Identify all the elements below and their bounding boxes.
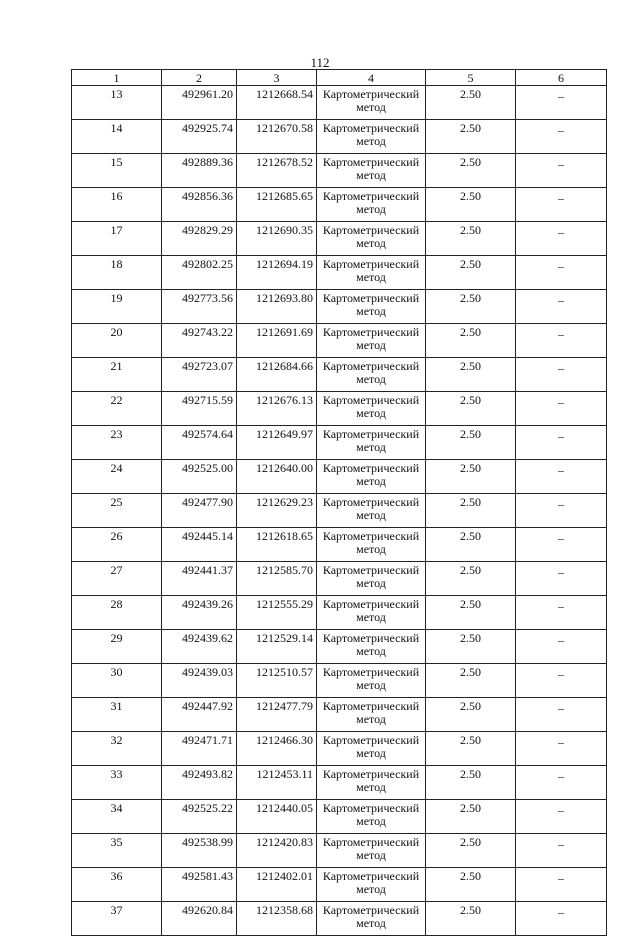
x-coordinate-cell: 492445.14 [162, 528, 237, 562]
accuracy-cell: 2.50 [426, 494, 516, 528]
y-coordinate-cell: 1212440.05 [237, 800, 317, 834]
point-number-cell: 17 [72, 222, 162, 256]
point-number-cell: 35 [72, 834, 162, 868]
point-number-cell: 30 [72, 664, 162, 698]
y-coordinate-cell: 1212670.58 [237, 120, 317, 154]
x-coordinate-cell: 492802.25 [162, 256, 237, 290]
point-number-cell: 37 [72, 902, 162, 936]
y-coordinate-cell: 1212453.11 [237, 766, 317, 800]
y-coordinate-cell: 1212529.14 [237, 630, 317, 664]
y-coordinate-cell: 1212420.83 [237, 834, 317, 868]
x-coordinate-cell: 492620.84 [162, 902, 237, 936]
note-cell: – [516, 528, 607, 562]
y-coordinate-cell: 1212649.97 [237, 426, 317, 460]
x-coordinate-cell: 492441.37 [162, 562, 237, 596]
header-col-5: 5 [426, 70, 516, 86]
note-cell: – [516, 902, 607, 936]
note-cell: – [516, 800, 607, 834]
y-coordinate-cell: 1212685.65 [237, 188, 317, 222]
accuracy-cell: 2.50 [426, 800, 516, 834]
accuracy-cell: 2.50 [426, 732, 516, 766]
note-cell: – [516, 86, 607, 120]
table-header-row [72, 70, 607, 86]
table-row [72, 222, 607, 256]
note-cell: – [516, 324, 607, 358]
x-coordinate-cell: 492525.22 [162, 800, 237, 834]
method-cell: Картометрический метод [317, 188, 426, 222]
y-coordinate-cell: 1212358.68 [237, 902, 317, 936]
header-col-2: 2 [162, 70, 237, 86]
accuracy-cell: 2.50 [426, 698, 516, 732]
table-row [72, 902, 607, 936]
y-coordinate-cell: 1212555.29 [237, 596, 317, 630]
method-cell: Картометрический метод [317, 766, 426, 800]
note-cell: – [516, 290, 607, 324]
y-coordinate-cell: 1212585.70 [237, 562, 317, 596]
method-cell: Картометрический метод [317, 868, 426, 902]
method-cell: Картометрический метод [317, 290, 426, 324]
point-number-cell: 34 [72, 800, 162, 834]
point-number-cell: 23 [72, 426, 162, 460]
accuracy-cell: 2.50 [426, 188, 516, 222]
x-coordinate-cell: 492829.29 [162, 222, 237, 256]
note-cell: – [516, 188, 607, 222]
table-row [72, 800, 607, 834]
table-row [72, 358, 607, 392]
accuracy-cell: 2.50 [426, 834, 516, 868]
accuracy-cell: 2.50 [426, 460, 516, 494]
accuracy-cell: 2.50 [426, 902, 516, 936]
header-col-4: 4 [317, 70, 426, 86]
note-cell: – [516, 358, 607, 392]
accuracy-cell: 2.50 [426, 766, 516, 800]
x-coordinate-cell: 492525.00 [162, 460, 237, 494]
y-coordinate-cell: 1212678.52 [237, 154, 317, 188]
accuracy-cell: 2.50 [426, 528, 516, 562]
table-row [72, 698, 607, 732]
accuracy-cell: 2.50 [426, 324, 516, 358]
point-number-cell: 26 [72, 528, 162, 562]
y-coordinate-cell: 1212640.00 [237, 460, 317, 494]
method-cell: Картометрический метод [317, 426, 426, 460]
table-row [72, 86, 607, 120]
point-number-cell: 20 [72, 324, 162, 358]
accuracy-cell: 2.50 [426, 562, 516, 596]
method-cell: Картометрический метод [317, 664, 426, 698]
note-cell: – [516, 154, 607, 188]
y-coordinate-cell: 1212691.69 [237, 324, 317, 358]
y-coordinate-cell: 1212684.66 [237, 358, 317, 392]
method-cell: Картометрический метод [317, 732, 426, 766]
x-coordinate-cell: 492743.22 [162, 324, 237, 358]
table-row [72, 528, 607, 562]
table-row [72, 630, 607, 664]
method-cell: Картометрический метод [317, 528, 426, 562]
note-cell: – [516, 766, 607, 800]
note-cell: – [516, 732, 607, 766]
note-cell: – [516, 562, 607, 596]
x-coordinate-cell: 492925.74 [162, 120, 237, 154]
table-row [72, 120, 607, 154]
note-cell: – [516, 698, 607, 732]
note-cell: – [516, 460, 607, 494]
header-col-3: 3 [237, 70, 317, 86]
table-row [72, 460, 607, 494]
method-cell: Картометрический метод [317, 596, 426, 630]
point-number-cell: 21 [72, 358, 162, 392]
method-cell: Картометрический метод [317, 222, 426, 256]
note-cell: – [516, 392, 607, 426]
note-cell: – [516, 664, 607, 698]
point-number-cell: 25 [72, 494, 162, 528]
note-cell: – [516, 834, 607, 868]
point-number-cell: 19 [72, 290, 162, 324]
y-coordinate-cell: 1212694.19 [237, 256, 317, 290]
accuracy-cell: 2.50 [426, 256, 516, 290]
note-cell: – [516, 868, 607, 902]
note-cell: – [516, 426, 607, 460]
table-row [72, 494, 607, 528]
accuracy-cell: 2.50 [426, 630, 516, 664]
accuracy-cell: 2.50 [426, 664, 516, 698]
accuracy-cell: 2.50 [426, 392, 516, 426]
table-row [72, 664, 607, 698]
table-row [72, 256, 607, 290]
x-coordinate-cell: 492773.56 [162, 290, 237, 324]
point-number-cell: 22 [72, 392, 162, 426]
table-row [72, 324, 607, 358]
note-cell: – [516, 494, 607, 528]
method-cell: Картометрический метод [317, 460, 426, 494]
x-coordinate-cell: 492447.92 [162, 698, 237, 732]
header-col-1: 1 [72, 70, 162, 86]
method-cell: Картометрический метод [317, 800, 426, 834]
x-coordinate-cell: 492439.26 [162, 596, 237, 630]
x-coordinate-cell: 492439.62 [162, 630, 237, 664]
note-cell: – [516, 120, 607, 154]
method-cell: Картометрический метод [317, 630, 426, 664]
y-coordinate-cell: 1212668.54 [237, 86, 317, 120]
point-number-cell: 15 [72, 154, 162, 188]
point-number-cell: 33 [72, 766, 162, 800]
method-cell: Картометрический метод [317, 392, 426, 426]
accuracy-cell: 2.50 [426, 154, 516, 188]
table-row [72, 154, 607, 188]
accuracy-cell: 2.50 [426, 222, 516, 256]
point-number-cell: 36 [72, 868, 162, 902]
y-coordinate-cell: 1212693.80 [237, 290, 317, 324]
x-coordinate-cell: 492961.20 [162, 86, 237, 120]
table-row [72, 426, 607, 460]
method-cell: Картометрический метод [317, 562, 426, 596]
coordinates-table [71, 69, 607, 936]
x-coordinate-cell: 492493.82 [162, 766, 237, 800]
point-number-cell: 18 [72, 256, 162, 290]
y-coordinate-cell: 1212618.65 [237, 528, 317, 562]
x-coordinate-cell: 492477.90 [162, 494, 237, 528]
point-number-cell: 28 [72, 596, 162, 630]
y-coordinate-cell: 1212466.30 [237, 732, 317, 766]
x-coordinate-cell: 492889.36 [162, 154, 237, 188]
y-coordinate-cell: 1212676.13 [237, 392, 317, 426]
method-cell: Картометрический метод [317, 120, 426, 154]
method-cell: Картометрический метод [317, 256, 426, 290]
y-coordinate-cell: 1212690.35 [237, 222, 317, 256]
accuracy-cell: 2.50 [426, 868, 516, 902]
point-number-cell: 13 [72, 86, 162, 120]
x-coordinate-cell: 492538.99 [162, 834, 237, 868]
y-coordinate-cell: 1212629.23 [237, 494, 317, 528]
x-coordinate-cell: 492574.64 [162, 426, 237, 460]
method-cell: Картометрический метод [317, 834, 426, 868]
table-row [72, 392, 607, 426]
point-number-cell: 14 [72, 120, 162, 154]
table-row [72, 834, 607, 868]
point-number-cell: 16 [72, 188, 162, 222]
point-number-cell: 24 [72, 460, 162, 494]
method-cell: Картометрический метод [317, 86, 426, 120]
accuracy-cell: 2.50 [426, 290, 516, 324]
point-number-cell: 29 [72, 630, 162, 664]
table-row [72, 562, 607, 596]
header-col-6: 6 [516, 70, 607, 86]
note-cell: – [516, 222, 607, 256]
note-cell: – [516, 596, 607, 630]
x-coordinate-cell: 492471.71 [162, 732, 237, 766]
table-body [72, 86, 607, 936]
accuracy-cell: 2.50 [426, 596, 516, 630]
y-coordinate-cell: 1212477.79 [237, 698, 317, 732]
table-row [72, 766, 607, 800]
x-coordinate-cell: 492439.03 [162, 664, 237, 698]
table-row [72, 732, 607, 766]
point-number-cell: 27 [72, 562, 162, 596]
y-coordinate-cell: 1212402.01 [237, 868, 317, 902]
method-cell: Картометрический метод [317, 358, 426, 392]
method-cell: Картометрический метод [317, 902, 426, 936]
table-row [72, 596, 607, 630]
method-cell: Картометрический метод [317, 324, 426, 358]
method-cell: Картометрический метод [317, 698, 426, 732]
accuracy-cell: 2.50 [426, 86, 516, 120]
point-number-cell: 31 [72, 698, 162, 732]
note-cell: – [516, 256, 607, 290]
table-row [72, 290, 607, 324]
accuracy-cell: 2.50 [426, 358, 516, 392]
table-row [72, 868, 607, 902]
method-cell: Картометрический метод [317, 154, 426, 188]
point-number-cell: 32 [72, 732, 162, 766]
note-cell: – [516, 630, 607, 664]
x-coordinate-cell: 492715.59 [162, 392, 237, 426]
x-coordinate-cell: 492856.36 [162, 188, 237, 222]
method-cell: Картометрический метод [317, 494, 426, 528]
x-coordinate-cell: 492581.43 [162, 868, 237, 902]
y-coordinate-cell: 1212510.57 [237, 664, 317, 698]
x-coordinate-cell: 492723.07 [162, 358, 237, 392]
page-number: 112 [310, 55, 330, 70]
table-row [72, 188, 607, 222]
accuracy-cell: 2.50 [426, 426, 516, 460]
accuracy-cell: 2.50 [426, 120, 516, 154]
